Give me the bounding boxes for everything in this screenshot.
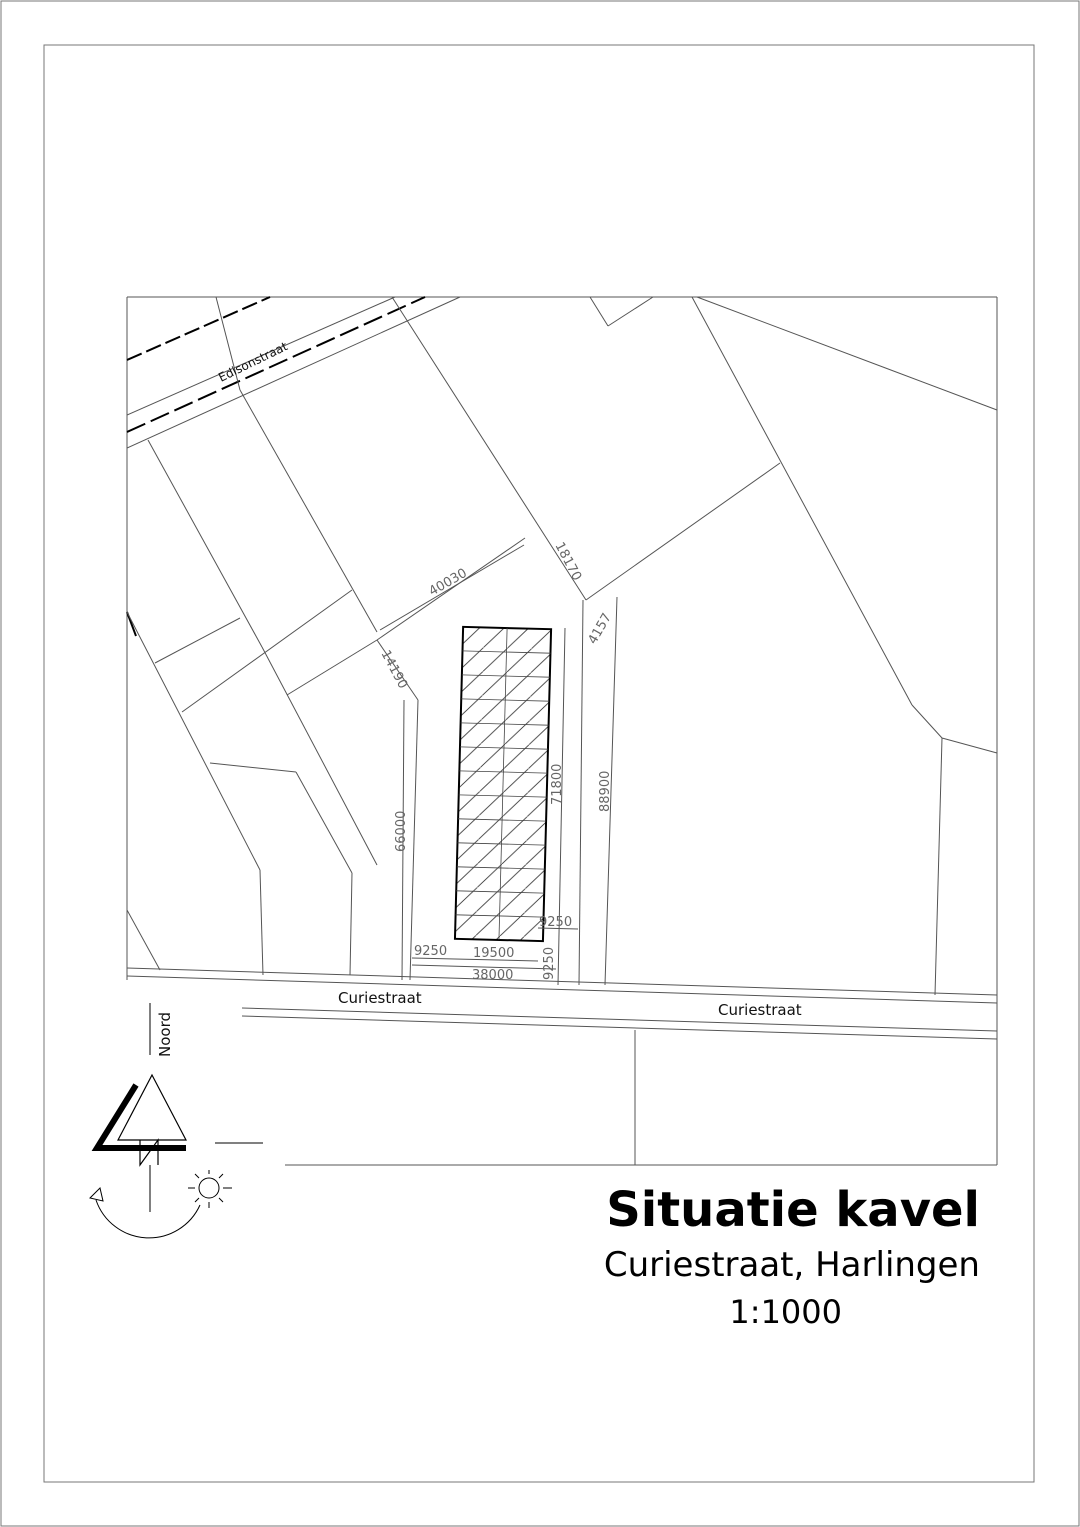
dim-71800: 71800 (550, 763, 565, 805)
dim-9250-vertical: 9250 (542, 946, 557, 980)
north-arrow-icon (90, 1003, 263, 1238)
street-label-curiestraat-right: Curiestraat (718, 1001, 802, 1019)
dim-38000: 38000 (472, 968, 514, 983)
drawing-scale: 1:1000 (729, 1293, 842, 1331)
north-label: Noord (156, 1012, 174, 1057)
dim-18170: 18170 (551, 539, 585, 584)
dim-4157: 4157 (585, 610, 616, 647)
curiestraat-road (127, 968, 997, 1039)
street-label-curiestraat-left: Curiestraat (338, 989, 422, 1007)
drawing-location: Curiestraat, Harlingen (603, 1245, 980, 1285)
dim-9250-right: 9250 (539, 915, 573, 930)
edisonstraat-road (127, 297, 460, 448)
street-label-edisonstraat: Edisonstraat (216, 339, 290, 385)
dim-88900: 88900 (598, 770, 613, 812)
drawing-title: Situatie kavel (606, 1182, 980, 1238)
dim-14190: 14190 (377, 647, 411, 692)
dim-40030: 40030 (426, 565, 470, 600)
building-plot (455, 627, 551, 941)
dim-9250-left: 9250 (414, 944, 448, 959)
dim-66000: 66000 (394, 810, 409, 852)
sun-icon (188, 1170, 232, 1208)
dim-19500: 19500 (473, 946, 515, 961)
